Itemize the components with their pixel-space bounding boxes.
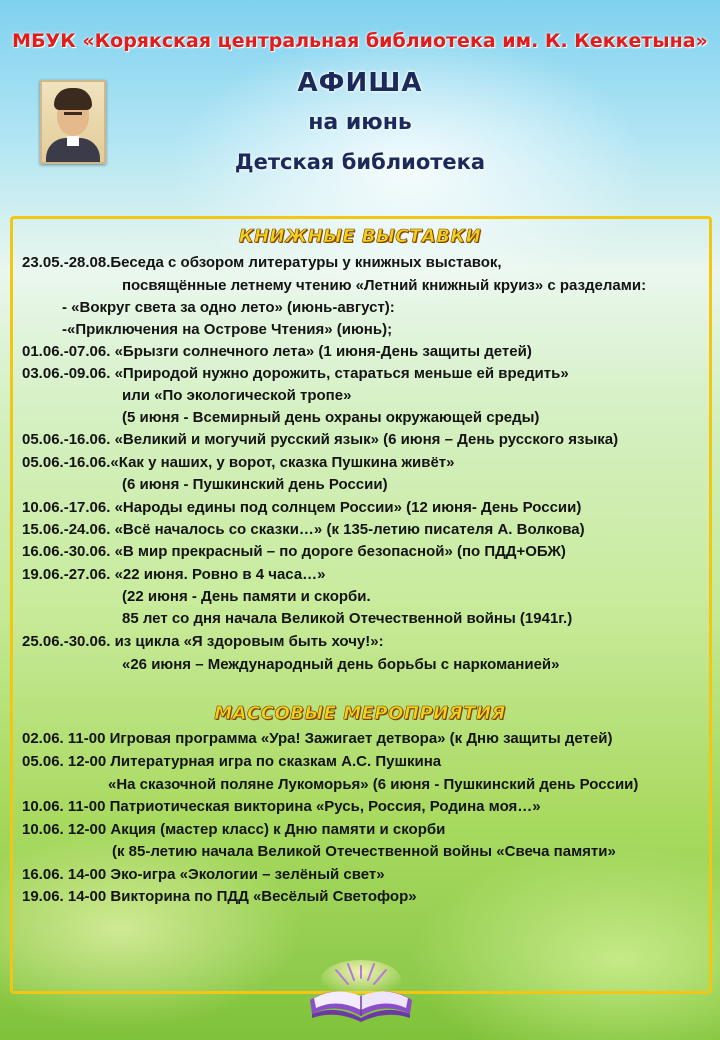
exhibition-line: - «Вокруг света за одно лето» (июнь-август): <box>62 299 395 316</box>
exhibition-line: 85 лет со дня начала Великой Отечественной войны (1941г.) <box>122 610 573 627</box>
exhibition-line: 03.06.-09.06. «Природой нужно дорожить, стараться меньше ей вредить» <box>22 365 569 382</box>
event-line: 16.06. 14-00 Эко-игра «Экологии – зелёный свет» <box>22 866 385 883</box>
exhibition-line: 10.06.-17.06. «Народы едины под солнцем России» (12 июня- День России) <box>22 499 582 516</box>
poster-title: АФИША <box>297 68 423 98</box>
exhibition-line: 19.06.-27.06. «22 июня. Ровно в 4 часа…» <box>22 566 326 583</box>
event-line: «На сказочной поляне Лукоморья» (6 июня - Пушкинский день России) <box>108 776 639 793</box>
event-line: 10.06. 12-00 Акция (мастер класс) к Дню памяти и скорби <box>22 821 446 838</box>
events-title: МАССОВЫЕ МЕРОПРИЯТИЯ <box>214 703 506 724</box>
event-line: (к 85-летию начала Великой Отечественной войны «Свеча памяти» <box>112 843 616 860</box>
event-line: 05.06. 12-00 Литературная игра по сказкам А.С. Пушкина <box>22 753 442 770</box>
exhibition-line: 23.05.-28.08.Беседа с обзором литературы у книжных выставок, <box>22 254 502 271</box>
portrait-collar <box>67 136 79 146</box>
exhibition-line: (5 июня - Всемирный день охраны окружающей среды) <box>122 409 540 426</box>
department-name: Детская библиотека <box>234 150 486 174</box>
event-line: 02.06. 11-00 Игровая программа «Ура! Зажигает детвора» (к Дню защиты детей) <box>22 730 613 747</box>
poster-month: на июнь <box>308 110 412 135</box>
event-line: 19.06. 14-00 Викторина по ПДД «Весёлый Светофор» <box>22 888 417 905</box>
event-line: 10.06. 11-00 Патриотическая викторина «Русь, Россия, Родина моя…» <box>22 798 541 815</box>
open-book-icon <box>302 958 420 1028</box>
exhibition-line: или «По экологической тропе» <box>122 387 352 404</box>
exhibition-line: (6 июня - Пушкинский день России) <box>122 476 388 493</box>
library-name: МБУК «Корякская центральная библиотека им. К. Кеккетына» <box>12 30 708 52</box>
exhibition-line: посвящённые летнему чтению «Летний книжный круиз» с разделами: <box>122 277 647 294</box>
exhibition-line: 05.06.-16.06. «Великий и могучий русский язык» (6 июня – День русского языка) <box>22 431 619 448</box>
exhibition-line: 01.06.-07.06. «Брызги солнечного лета» (1 июня-День защиты детей) <box>22 343 532 360</box>
exhibition-line: «26 июня – Международный день борьбы с наркоманией» <box>122 656 560 673</box>
exhibitions-title: КНИЖНЫЕ ВЫСТАВКИ <box>238 226 482 247</box>
exhibition-line: 25.06.-30.06. из цикла «Я здоровым быть хочу!»: <box>22 633 384 650</box>
exhibition-line: -«Приключения на Острове Чтения» (июнь); <box>62 321 393 338</box>
exhibition-line: 16.06.-30.06. «В мир прекрасный – по дороге безопасной» (по ПДД+ОБЖ) <box>22 543 566 560</box>
exhibition-line: 15.06.-24.06. «Всё началось со сказки…» (к 135-летию писателя А. Волкова) <box>22 521 585 538</box>
exhibition-line: 05.06.-16.06.«Как у наших, у ворот, сказка Пушкина живёт» <box>22 454 455 471</box>
exhibition-line: (22 июня - День памяти и скорби. <box>122 588 371 605</box>
